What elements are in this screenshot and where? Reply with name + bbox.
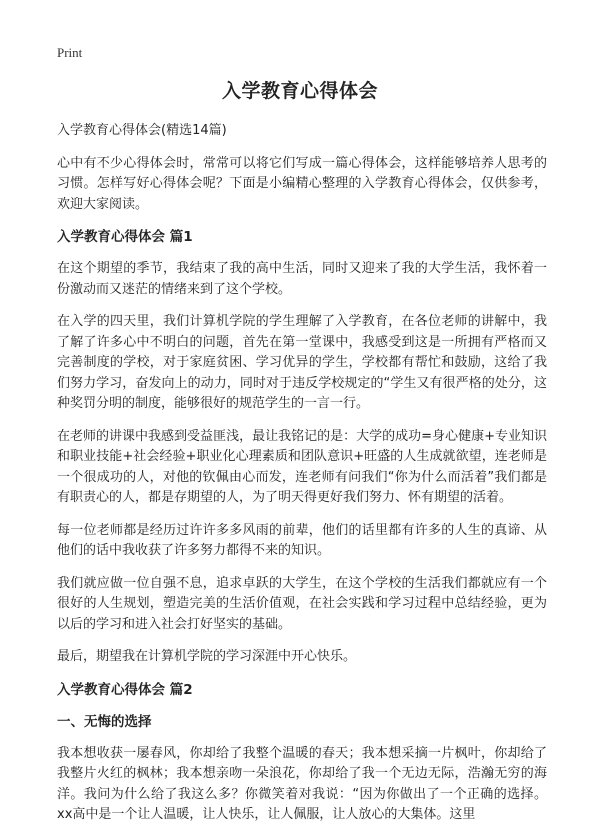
- section-1-paragraph: 最后，期望我在计算机学院的学习深涯中开心快乐。: [57, 649, 357, 664]
- document-subtitle: 入学教育心得体会(精选14篇): [57, 123, 227, 138]
- document-title: 入学教育心得体会: [221, 80, 378, 102]
- section-2-paragraph: 我本想收获一屡春风，你却给了我整个温暖的春天；我本想采摘一片枫叶，你却给了我整片火红的枫林；我本想亲吻一朵浪花，你却给了我一个无边无际，浩瀚无穷的海洋。我问为什么给了我这么多？你微笑着对我说：“因为你做出了一个正确的选择。 xx高中是一个让人温暖，让人快乐，让人佩服，让人放心的大集体。这里: [57, 745, 547, 822]
- section-1-paragraph: 在老师的讲课中我感到受益匪浅，最让我铭记的是：大学的成功=身心健康+专业知识和职业技能+社会经验+职业化心理素质和团队意识+旺盛的人生成就欲望，连老师是一个很成功的人，对他的钦佩由心而发，连老师有问我们“你为什么而活着”我们都是有职责心的人，都是存期望的人，为了明天得更好我们努力、怀有期望的活着。: [57, 428, 547, 505]
- section-1-paragraph: 在这个期望的季节，我结束了我的高中生活，同时又迎来了我的大学生活，我怀着一份激动而又迷茫的情绪来到了这个学校。: [57, 261, 547, 297]
- section-1-paragraph: 我们就应做一位自强不息，追求卓跃的大学生，在这个学校的生活我们都就应有一个很好的人生规划，塑造完美的生活价值观，在社会实践和学习过程中总结经验，更为以后的学习和进入社会打好坚实的基础。: [57, 575, 547, 632]
- intro-paragraph: 心中有不少心得体会时，常常可以将它们写成一篇心得体会，这样能够培养人思考的习惯。怎样写好心得体会呢？下面是小编精心整理的入学教育心得体会，仅供参考，欢迎大家阅读。: [57, 155, 547, 212]
- section-2-heading: 入学教育心得体会 篇2: [57, 681, 193, 698]
- document-body: [57, 121, 547, 828]
- section-1-paragraph: 每一位老师都是经历过许许多多风雨的前辈，他们的话里都有许多的人生的真谛、从他们的话中我收获了许多努力都得不来的知识。: [57, 522, 547, 558]
- section-2-subheading: 一、无悔的选择: [57, 713, 152, 730]
- section-1-heading: 入学教育心得体会 篇1: [57, 229, 193, 245]
- print-link[interactable]: Print: [57, 45, 83, 60]
- section-1-paragraph: 在入学的四天里，我们计算机学院的学生理解了入学教育，在各位老师的讲解中，我了解了许多心中不明白的问题，首先在第一堂课中，我感受到这是一所拥有严格而又完善制度的学校，对于家庭贫困、学习优异的学生，学校都有帮忙和鼓励，这给了我们努力学习，奋发向上的动力，同时对于违反学校规定的“学生又有很严格的处分，这种奖罚分明的制度，能够很好的规范学生的一言一行。: [57, 314, 547, 411]
